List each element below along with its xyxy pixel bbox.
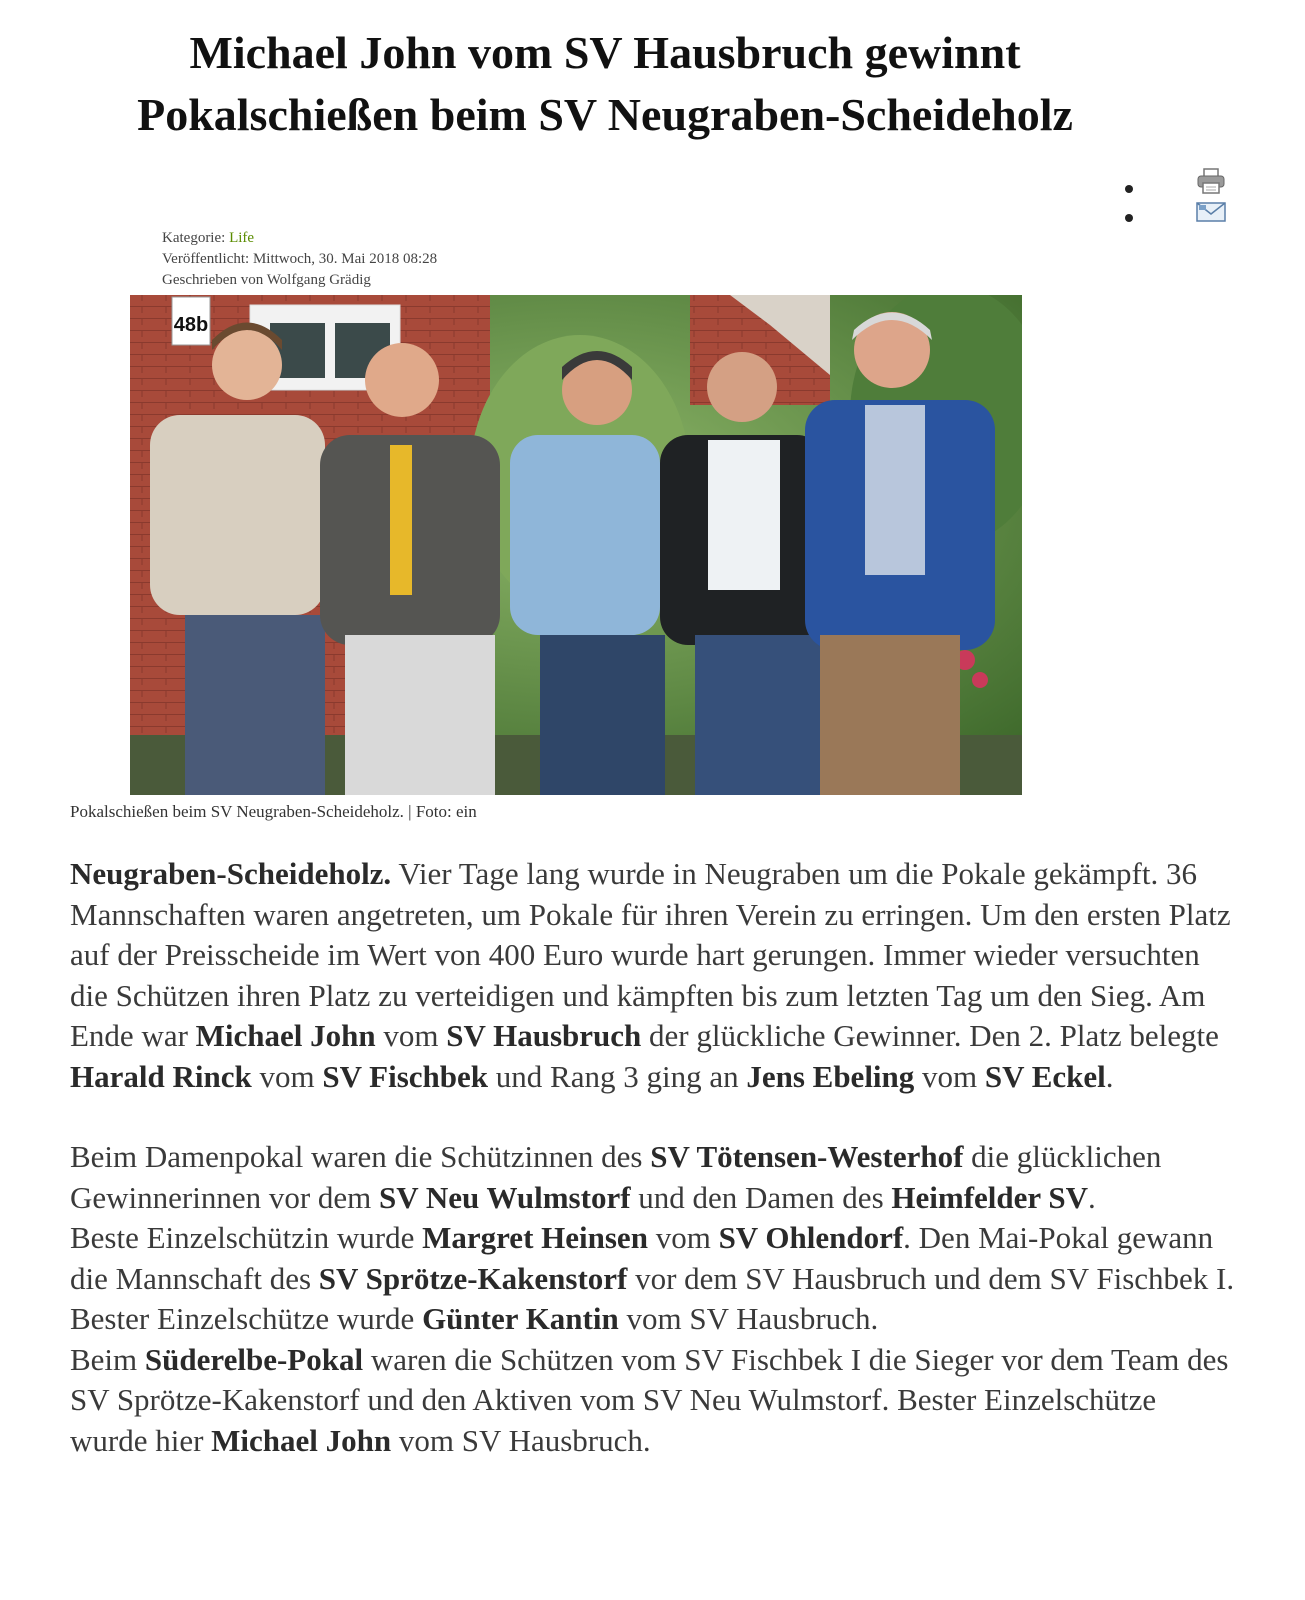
text-run: vom <box>914 1058 985 1094</box>
bold-text-run: SV Ohlendorf <box>718 1220 904 1255</box>
bold-text-run: SV Neu Wulmstorf <box>379 1179 631 1215</box>
text-run: Beim Damenpokal waren die Schützinnen des <box>70 1139 651 1174</box>
house-number-sign: 48b <box>173 314 209 336</box>
paragraph <box>70 1340 1240 1462</box>
article-title <box>0 22 1210 146</box>
text-run: vom <box>647 1220 719 1255</box>
bold-text-run: SV Tötensen-Westerhof <box>650 1139 964 1174</box>
text-run: und den Damen des <box>630 1179 892 1215</box>
text-run: vom SV Hausbruch. <box>391 1422 651 1458</box>
bold-text-run: SV Eckel <box>984 1058 1106 1094</box>
bold-text-run: Harald Rinck <box>70 1058 252 1094</box>
paragraph <box>70 1218 1240 1340</box>
article-photo <box>130 295 1022 795</box>
text-run: Beste Einzelschützin wurde <box>70 1220 423 1255</box>
article-title-line-2: Pokalschießen beim SV Neugraben-Scheideholz <box>137 89 1073 140</box>
print-icon[interactable] <box>1196 168 1226 194</box>
bold-text-run: Jens Ebeling <box>746 1058 915 1094</box>
bold-text-run: Michael John <box>195 1018 376 1053</box>
article-tools <box>1140 168 1220 238</box>
text-run: . Den Mai-Pokal gewann die Mannschaft des <box>70 1220 1214 1296</box>
text-run: vom SV Hausbruch. <box>618 1301 879 1336</box>
text-run: die glücklichen Gewinnerinnen vor dem <box>70 1139 1162 1215</box>
bold-text-run: Heimfelder SV <box>891 1179 1088 1215</box>
category-link[interactable]: Life <box>229 230 255 246</box>
text-run: vom <box>251 1058 323 1094</box>
group-photo-image <box>130 295 1022 795</box>
bullet-icon <box>1125 214 1133 222</box>
text-run: vom <box>375 1018 447 1053</box>
text-run: Vier Tage lang wurde in Neugraben um die Pokale gekämpft. 36 Mannschaften waren angetreten, um Pokale für ihren Verein zu erringen. Um den ersten Platz auf der Preisscheide im Wert von 400 Euro wurde hart gerungen. Immer wieder versuchten die Schützen ihren Platz zu verteidigen und kämpften bis zum letzten Tag um den Sieg. Am Ende war <box>70 856 1231 1053</box>
bold-text-run: Süderelbe-Pokal <box>144 1341 364 1377</box>
article-meta <box>162 228 437 291</box>
published-date: Veröffentlicht: Mittwoch, 30. Mai 2018 08:28 <box>162 251 438 267</box>
bullet-icon <box>1125 185 1133 193</box>
paragraph <box>70 854 1240 1097</box>
text-run: Beim <box>70 1341 145 1377</box>
text-run: und Rang 3 ging an <box>488 1058 747 1094</box>
article-body <box>70 854 1240 1461</box>
bold-text-run: SV Fischbek <box>322 1058 489 1094</box>
category-line <box>162 228 437 249</box>
category-label: Kategorie: <box>162 230 226 246</box>
email-icon[interactable] <box>1196 201 1226 223</box>
bold-text-run: Margret Heinsen <box>422 1220 648 1255</box>
paragraph <box>70 1137 1240 1218</box>
bold-text-run: Michael John <box>211 1422 392 1458</box>
text-run: waren die Schützen vom SV Fischbek I die Sieger vor dem Team des SV Sprötze-Kakenstorf und den Aktiven vom SV Neu Wulmstorf. Bester Einzelschütze wurde hier <box>70 1341 1229 1458</box>
bold-text-run: SV Sprötze-Kakenstorf <box>318 1260 628 1296</box>
photo-caption: Pokalschießen beim SV Neugraben-Scheideholz. | Foto: ein <box>70 802 477 821</box>
bold-text-run: SV Hausbruch <box>446 1018 642 1053</box>
bold-text-run: Neugraben-Scheideholz. <box>70 856 392 891</box>
text-run: vor dem SV Hausbruch und dem SV Fischbek I. Bester Einzelschütze wurde <box>70 1260 1235 1336</box>
text-run: . <box>1105 1058 1114 1094</box>
bold-text-run: Günter Kantin <box>422 1301 619 1336</box>
author-line: Geschrieben von Wolfgang Grädig <box>162 272 371 288</box>
text-run: . <box>1087 1179 1096 1215</box>
text-run: der glückliche Gewinner. Den 2. Platz belegte <box>641 1018 1219 1053</box>
article-title-line-1: Michael John vom SV Hausbruch gewinnt <box>189 27 1021 78</box>
